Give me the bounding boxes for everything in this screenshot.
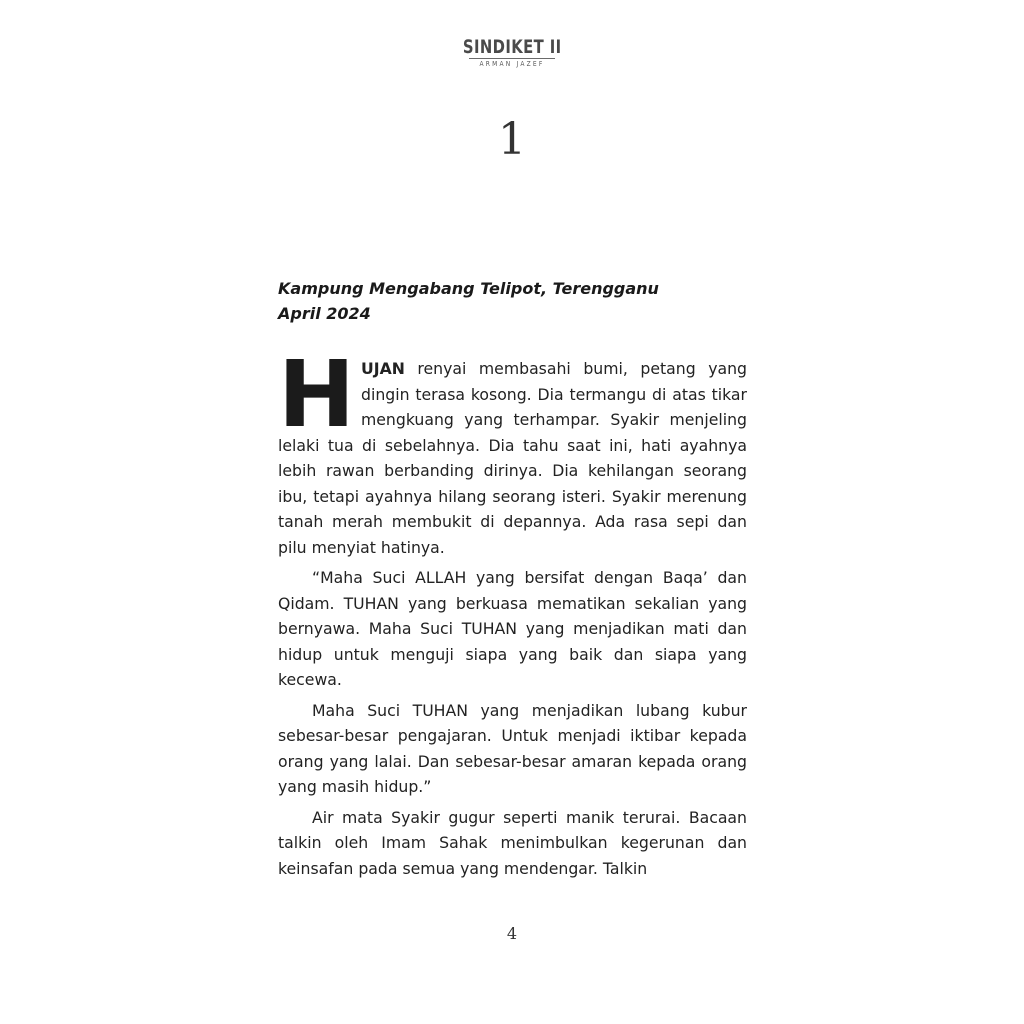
chapter-number: 1: [498, 114, 526, 165]
chapter-body: [278, 341, 747, 886]
drop-cap: H: [278, 341, 355, 448]
lead-word: UJAN: [361, 359, 405, 378]
paragraph: “Maha Suci ALLAH yang bersifat dengan Baqa’ dan Qidam. TUHAN yang berkuasa mematikan sekalian yang bernyawa. Maha Suci TUHAN yang menjadikan mati dan hidup untuk menguji siapa yang baik dan siapa yang kecewa.: [278, 568, 747, 689]
chapter-location-heading: [278, 276, 748, 326]
paragraph: Maha Suci TUHAN yang menjadikan lubang kubur sebesar-besar pengajaran. Untuk menjadi iktibar kepada orang yang lalai. Dan sebesar-besar amaran kepada orang yang masih hidup.”: [278, 700, 747, 796]
paragraph: Air mata Syakir gugur seperti manik terurai. Bacaan talkin oleh Imam Sahak menimbulkan kegerunan dan keinsafan pada semua yang mendengar. Talkin: [278, 807, 747, 878]
location-date: April 2024: [278, 304, 371, 323]
location-place: Kampung Mengabang Telipot, Terengganu: [278, 279, 659, 298]
paragraph: [278, 341, 747, 560]
book-logo: [0, 36, 1024, 69]
author-name: ARMAN JAZEF: [479, 60, 545, 68]
page-number: 4: [506, 924, 518, 943]
paragraph-text: renyai membasahi bumi, petang yang dingin terasa kosong. Dia termangu di atas tikar mengkuang yang terhampar. Syakir menjeling lelaki tua di sebelahnya. Dia tahu saat ini, hati ayahnya lebih rawan berbanding dirinya. Dia kehilangan seorang ibu, tetapi ayahnya hilang seorang isteri. Syakir merenung tanah merah membukit di depannya. Ada rasa sepi dan pilu menyiat hatinya.: [278, 359, 747, 557]
book-title: SINDIKET II: [462, 36, 562, 58]
